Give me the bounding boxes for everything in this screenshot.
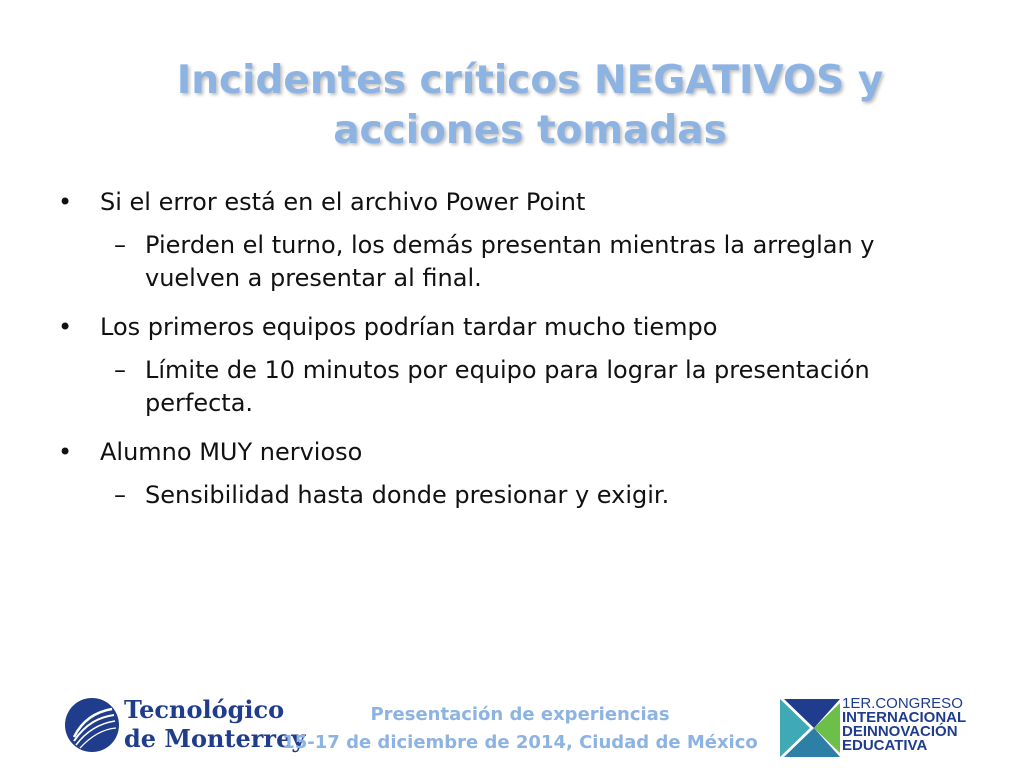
bullet-item-1	[58, 186, 938, 219]
bullet-item-2	[58, 311, 938, 344]
bullet-item-3	[58, 436, 938, 469]
sub-item-2	[58, 354, 938, 420]
dash-mark: –	[114, 481, 126, 509]
footer-line-2: 15-17 de diciembre de 2014, Ciudad de México	[282, 732, 758, 753]
congreso-line-2: INTERNACIONAL	[842, 709, 967, 726]
sub-item-3	[58, 479, 938, 512]
slide-footer	[250, 701, 790, 757]
sub-item-1	[58, 229, 938, 295]
dash-mark: –	[114, 231, 126, 259]
bullet-text: Alumno MUY nervioso	[100, 438, 363, 466]
slide-title-line-2: acciones tomadas	[333, 108, 727, 153]
congreso-line-4: EDUCATIVA	[842, 737, 928, 754]
slide-title	[80, 56, 980, 156]
congreso-line-3: DEINNOVACIÓN	[842, 723, 958, 740]
bullet-text: Si el error está en el archivo Power Point	[100, 188, 586, 216]
congreso-emblem-icon	[780, 699, 840, 757]
sub-text: Sensibilidad hasta donde presionar y exigir.	[145, 481, 670, 509]
congreso-name	[842, 697, 966, 753]
tec-name-line-1: Tecnológico	[124, 695, 285, 724]
bullet-text: Los primeros equipos podrían tardar mucho tiempo	[100, 313, 718, 341]
bullet-mark: •	[58, 188, 73, 216]
footer-line-1: Presentación de experiencias	[370, 704, 670, 725]
congreso-logo	[780, 697, 980, 759]
sub-text: Límite de 10 minutos por equipo para lograr la presentación perfecta.	[145, 356, 870, 417]
slide-content	[58, 186, 938, 528]
tec-emblem-icon	[64, 697, 120, 753]
tec-name-line-2: de Monterrey	[124, 724, 306, 753]
slide-title-line-1: Incidentes críticos NEGATIVOS y	[176, 58, 884, 103]
dash-mark: –	[114, 356, 126, 384]
tecnologico-logo	[64, 695, 306, 757]
sub-text: Pierden el turno, los demás presentan mientras la arreglan y vuelven a presentar al final.	[145, 231, 875, 292]
congreso-line-1: 1ER.CONGRESO	[842, 695, 963, 712]
bullet-mark: •	[58, 438, 73, 466]
bullet-mark: •	[58, 313, 73, 341]
